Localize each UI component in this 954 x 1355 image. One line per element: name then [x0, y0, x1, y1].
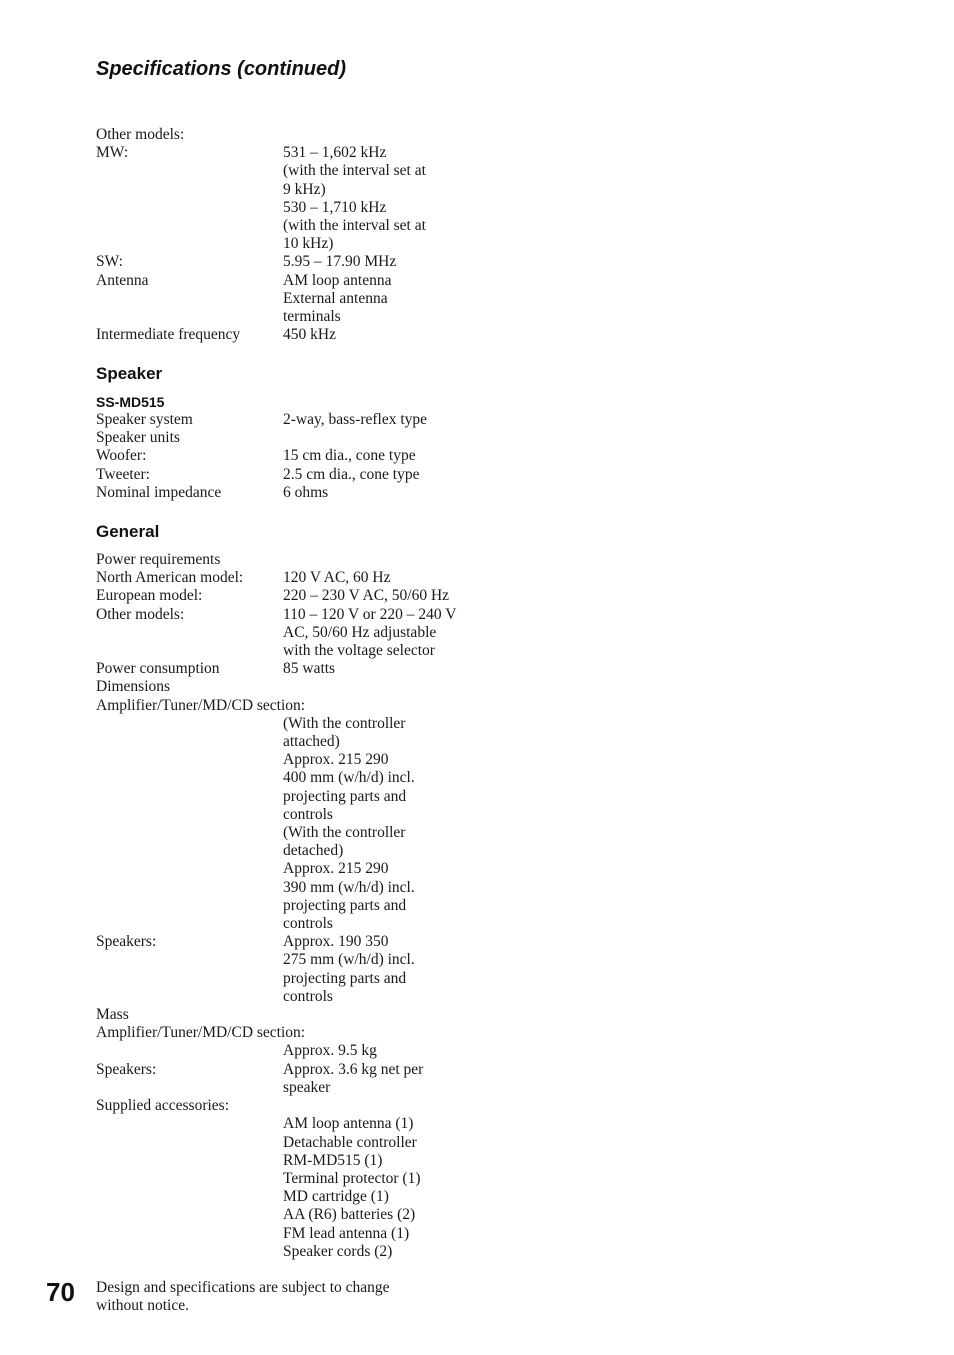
- spec-value-line: 531 – 1,602 kHz: [283, 144, 387, 162]
- spec-label: Nominal impedance: [96, 483, 222, 501]
- spec-value-line: with the voltage selector: [283, 642, 435, 660]
- spec-row: [96, 447, 526, 465]
- spec-value-line: Approx. 215 290: [283, 751, 389, 769]
- spec-value: 6 ohms: [283, 483, 329, 501]
- spec-value: [283, 144, 526, 253]
- spec-value: [283, 253, 526, 271]
- spec-value-line: (with the interval set at: [283, 162, 426, 180]
- spec-value-line: AC, 50/60 Hz adjustable: [283, 623, 437, 641]
- spec-label: Tweeter:: [96, 465, 150, 483]
- spec-value-line: 5.95 – 17.90 MHz: [283, 253, 397, 271]
- page-number: 70: [46, 1277, 75, 1307]
- spec-value-line: 450 kHz: [283, 326, 336, 344]
- spec-value-line: Approx. 215 290: [283, 860, 389, 878]
- spec-label: SW:: [96, 253, 123, 271]
- spec-label: Amplifier/Tuner/MD/CD section:: [96, 1024, 306, 1042]
- spec-label: Speakers:: [96, 1060, 157, 1078]
- list-item: Speaker cords (2): [283, 1242, 393, 1260]
- spec-value: 220 – 230 V AC, 50/60 Hz: [283, 587, 450, 605]
- spec-row-intermediate-frequency: [96, 326, 526, 344]
- spec-value: 2.5 cm dia., cone type: [283, 465, 420, 483]
- spec-label: Woofer:: [96, 447, 147, 465]
- spec-value-line: 530 – 1,710 kHz: [283, 198, 387, 216]
- tuner-other-models-section: [96, 126, 526, 344]
- spec-value: [283, 1061, 526, 1097]
- spec-value-line: 275 mm (w/h/d) incl.: [283, 951, 415, 969]
- spec-value-line: Approx. 190 350: [283, 933, 389, 951]
- spec-label: Amplifier/Tuner/MD/CD section:: [96, 696, 306, 714]
- general-section: [96, 522, 526, 1261]
- footnote-line: Design and specifications are subject to change: [96, 1279, 390, 1296]
- section-heading-general: General: [96, 522, 160, 541]
- spec-value-line: (With the controller: [283, 714, 406, 732]
- spec-row: [96, 660, 526, 678]
- spec-value: [283, 326, 526, 344]
- spec-label: Power requirements: [96, 551, 221, 568]
- list-item: FM lead antenna (1): [283, 1224, 410, 1242]
- spec-value: [283, 933, 526, 1006]
- spec-label: Antenna: [96, 271, 149, 289]
- footnote-line: without notice.: [96, 1297, 189, 1315]
- list-item: RM-MD515 (1): [283, 1151, 383, 1169]
- spec-value: [283, 272, 526, 327]
- spec-label: Mass: [96, 1006, 129, 1024]
- spec-value-line: (with the interval set at: [283, 217, 426, 235]
- list-item: AA (R6) batteries (2): [283, 1206, 416, 1224]
- spec-row: [96, 606, 526, 661]
- spec-value: [283, 1115, 526, 1261]
- spec-row: [96, 587, 526, 605]
- spec-value: 120 V AC, 60 Hz: [283, 569, 391, 587]
- spec-value: 85 watts: [283, 660, 336, 678]
- spec-row: [96, 484, 526, 502]
- speaker-section: [96, 364, 526, 502]
- spec-value: [283, 429, 526, 447]
- spec-row: [96, 715, 526, 933]
- spec-row: [96, 569, 526, 587]
- spec-value: 2-way, bass-reflex type: [283, 411, 428, 428]
- spec-row: [96, 466, 526, 484]
- spec-row: [96, 933, 526, 1006]
- spec-value: [283, 606, 526, 661]
- section-heading-speaker: Speaker: [96, 364, 163, 383]
- spec-row-antenna: [96, 272, 526, 327]
- spec-value-line: 400 mm (w/h/d) incl.: [283, 769, 415, 787]
- spec-row: [96, 411, 526, 429]
- spec-label: Power consumption: [96, 660, 220, 678]
- spec-value-line: terminals: [283, 308, 341, 326]
- list-item: AM loop antenna (1): [283, 1115, 414, 1133]
- spec-value-line: detached): [283, 842, 344, 860]
- accessories-list: [96, 1115, 526, 1261]
- spec-value-line: projecting parts and: [283, 896, 407, 914]
- spec-value-line: projecting parts and: [283, 787, 407, 805]
- list-item: Detachable controller: [283, 1133, 417, 1151]
- spec-value-line: AM loop antenna: [283, 271, 392, 289]
- spec-label: Speaker system: [96, 411, 193, 428]
- spec-row: [96, 1061, 526, 1097]
- spec-label: Intermediate frequency: [96, 326, 241, 344]
- page-title: Specifications (continued): [96, 58, 347, 80]
- spec-value-line: 110 – 120 V or 220 – 240 V: [283, 605, 457, 623]
- spec-label: Dimensions: [96, 678, 171, 696]
- speaker-model-heading: SS-MD515: [96, 394, 165, 410]
- spec-label: Other models:: [96, 605, 185, 623]
- spec-value-line: External antenna: [283, 289, 388, 307]
- spec-row: [96, 429, 526, 447]
- spec-value-line: (With the controller: [283, 824, 406, 842]
- spec-label: European model:: [96, 587, 203, 605]
- spec-label: MW:: [96, 144, 129, 162]
- footnote: [96, 1279, 390, 1315]
- spec-label: Speakers:: [96, 933, 157, 951]
- spec-value-line: speaker: [283, 1078, 331, 1096]
- spec-value-line: controls: [283, 915, 333, 933]
- spec-label: North American model:: [96, 569, 244, 587]
- spec-row-sw: [96, 253, 526, 271]
- list-item: MD cartridge (1): [283, 1188, 389, 1206]
- spec-value: [283, 715, 526, 933]
- spec-row: [96, 1042, 526, 1060]
- spec-value: Approx. 9.5 kg: [283, 1042, 377, 1060]
- spec-value-line: 10 kHz): [283, 235, 334, 253]
- spec-value: 15 cm dia., cone type: [283, 447, 416, 465]
- spec-label: Speaker units: [96, 429, 180, 447]
- spec-value-line: attached): [283, 733, 340, 751]
- spec-value-line: 390 mm (w/h/d) incl.: [283, 878, 415, 896]
- spec-row-mw: [96, 144, 526, 253]
- other-models-label: Other models:: [96, 126, 185, 143]
- spec-value-line: controls: [283, 805, 333, 823]
- spec-value-line: controls: [283, 987, 333, 1005]
- spec-value-line: projecting parts and: [283, 969, 407, 987]
- list-item: Terminal protector (1): [283, 1169, 421, 1187]
- spec-label: Supplied accessories:: [96, 1097, 230, 1115]
- spec-value-line: 9 kHz): [283, 180, 326, 198]
- spec-value-line: Approx. 3.6 kg net per: [283, 1060, 424, 1078]
